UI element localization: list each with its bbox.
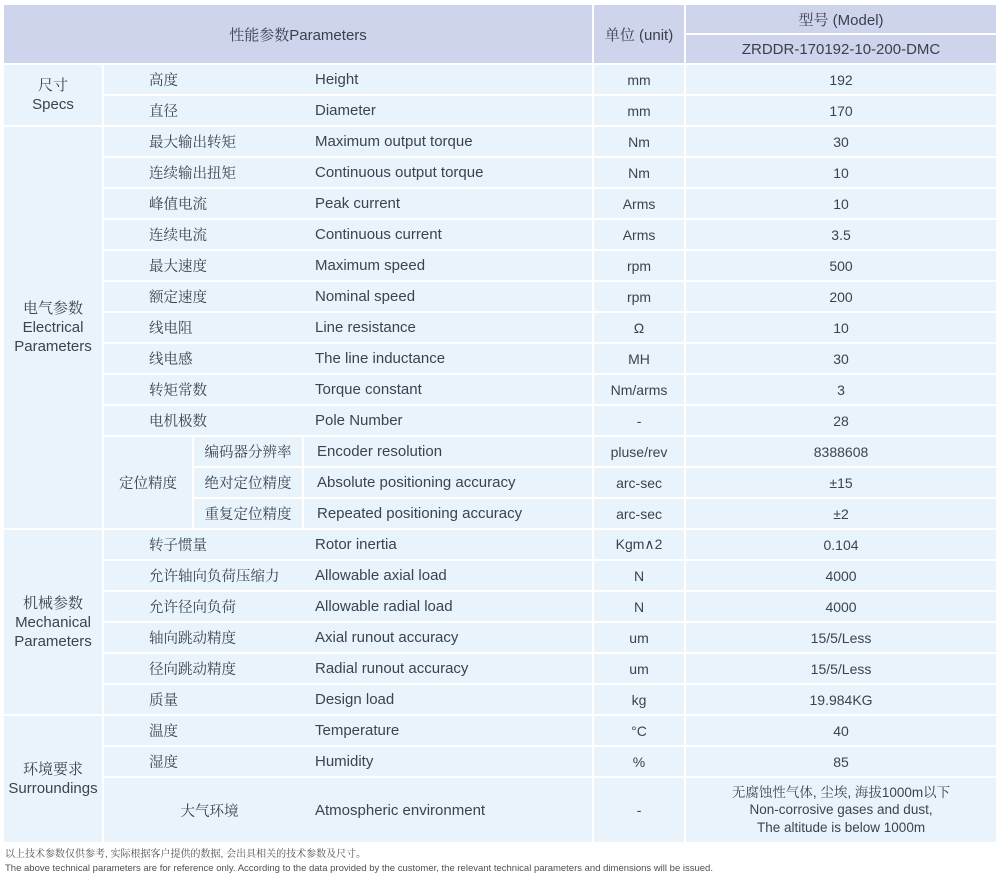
param-label-en: Nominal speed [315,288,416,305]
category-electrical [4,127,102,528]
param-label-en: Humidity [315,753,374,770]
table-row [4,127,996,156]
param-unit: um [594,623,684,652]
category-label-en: Specs [32,96,74,113]
param-unit: - [594,778,684,842]
param-unit: - [594,406,684,435]
param-label-zh: 允许径向负荷 [149,600,236,616]
param-value: 3.5 [686,220,996,249]
param-label-en: Absolute positioning accuracy [304,468,592,497]
param-unit: pluse/rev [594,437,684,466]
param-unit: arc-sec [594,499,684,528]
param-unit: Nm [594,158,684,187]
category-surroundings [4,716,102,842]
param-value: 10 [686,158,996,187]
param-label-en: Torque constant [315,381,422,398]
category-label-en: Surroundings [8,780,98,797]
param-label-zh: 转子惯量 [149,538,207,554]
param-unit: N [594,561,684,590]
param-label-en: Continuous current [315,226,442,243]
category-mechanical [4,530,102,714]
spec-table [2,3,998,844]
param-unit: Nm/arms [594,375,684,404]
param-label-zh: 编码器分辨率 [194,437,302,466]
param-label-zh: 线电阻 [149,321,193,337]
table-row [4,158,996,187]
table-row [4,251,996,280]
param-value: 0.104 [686,530,996,559]
param-label-zh: 额定速度 [149,290,207,306]
param-unit: Kgm∧2 [594,530,684,559]
param-label-zh: 允许轴向负荷压缩力 [149,569,280,585]
param-label-zh: 高度 [149,73,178,89]
param-label-en: Diameter [315,102,376,119]
param-label-zh: 最大输出转矩 [149,135,236,151]
table-row [4,778,996,842]
table-row [4,375,996,404]
param-value: 200 [686,282,996,311]
param-label-en: Allowable axial load [315,567,447,584]
param-label-en: Temperature [315,722,400,739]
param-value: 10 [686,313,996,342]
category-label-zh: 环境要求 [22,761,83,778]
param-value: 30 [686,127,996,156]
table-row [4,189,996,218]
param-unit: Arms [594,220,684,249]
table-row [4,313,996,342]
param-value [686,778,996,842]
param-value: ±15 [686,468,996,497]
param-label-zh: 连续电流 [149,228,207,244]
param-unit: Ω [594,313,684,342]
param-value: 19.984KG [686,685,996,714]
param-label-zh: 质量 [149,693,178,709]
param-label-en: Encoder resolution [304,437,592,466]
param-unit: % [594,747,684,776]
category-label-zh: 尺寸 [37,77,68,94]
unit-header: 单位 (unit) [594,5,684,63]
param-unit: MH [594,344,684,373]
param-label-en: Atmospheric environment [315,801,486,819]
table-row [4,65,996,94]
param-value: 30 [686,344,996,373]
param-label-zh: 大气环境 [180,803,239,820]
param-unit: kg [594,685,684,714]
category-label-zh: 机械参数 [22,594,83,612]
param-value: ±2 [686,499,996,528]
footnote-zh: 以上技术参数仅供参考, 实际根据客户提供的数据, 会出具相关的技术参数及尺寸。 [5,849,367,860]
param-label-zh: 转矩常数 [149,383,207,399]
param-label-en: Height [315,71,359,88]
table-row [4,406,996,435]
category-label-en: Mechanical Parameters [14,613,92,650]
category-label-zh: 电气参数 [22,300,83,317]
param-label-en: Repeated positioning accuracy [304,499,592,528]
param-label-en: Maximum speed [315,257,426,274]
param-label-zh: 径向跳动精度 [149,662,236,678]
table-row [4,282,996,311]
param-unit: N [594,592,684,621]
param-value: 40 [686,716,996,745]
table-row [4,592,996,621]
param-unit: mm [594,65,684,94]
param-label-zh: 电机极数 [149,414,207,430]
param-label-en: The line inductance [315,350,446,367]
param-label-en: Design load [315,691,395,708]
table-header-row [4,5,996,33]
param-value: 10 [686,189,996,218]
category-specs [4,65,102,125]
param-value: 4000 [686,592,996,621]
table-row [4,716,996,745]
param-value: 192 [686,65,996,94]
param-value: 4000 [686,561,996,590]
param-label-zh: 重复定位精度 [194,499,302,528]
model-header: 型号 (Model) [686,5,996,33]
param-label-zh: 最大速度 [149,259,207,275]
param-label-en: Pole Number [315,412,403,429]
atmosphere-line-zh: 无腐蚀性气体, 尘埃, 海拔1000m以下 [731,784,951,800]
param-label-zh: 峰值电流 [149,197,207,213]
table-row [4,561,996,590]
param-label-en: Line resistance [315,319,416,336]
table-row [4,437,996,466]
param-label-zh: 温度 [149,724,178,740]
param-unit: arc-sec [594,468,684,497]
param-value: 3 [686,375,996,404]
category-label-en: Electrical Parameters [14,319,92,355]
param-label-en: Rotor inertia [315,536,397,553]
table-row [4,747,996,776]
param-value: 85 [686,747,996,776]
param-label-en: Allowable radial load [315,598,453,615]
param-label-en: Radial runout accuracy [315,660,469,677]
model-number: ZRDDR-170192-10-200-DMC [686,35,996,63]
param-label-en: Continuous output torque [315,164,484,181]
param-unit: mm [594,96,684,125]
table-row [4,654,996,683]
param-unit: Arms [594,189,684,218]
table-row [4,685,996,714]
footnote-en: The above technical parameters are for reference only. According to the data provided by the customer, the relevant technical parameters and dimensions will be issued. [5,863,713,874]
param-label-en: Axial runout accuracy [315,629,459,646]
param-label-zh: 连续输出扭矩 [149,166,236,182]
footnote [5,848,1000,875]
param-value: 28 [686,406,996,435]
param-label-zh: 湿度 [149,755,178,771]
param-value: 170 [686,96,996,125]
table-row [4,344,996,373]
param-value: 15/5/Less [686,623,996,652]
atmosphere-line-en-1: Non-corrosive gases and dust, [749,802,933,818]
table-row [4,530,996,559]
param-label-zh: 轴向跳动精度 [149,631,236,647]
param-label-en: Peak current [315,195,401,212]
param-value: 500 [686,251,996,280]
param-value: 15/5/Less [686,654,996,683]
param-unit: um [594,654,684,683]
param-unit: rpm [594,282,684,311]
param-value: 8388608 [686,437,996,466]
table-row [4,220,996,249]
param-unit: °C [594,716,684,745]
param-unit: rpm [594,251,684,280]
param-label-zh: 绝对定位精度 [194,468,302,497]
table-row [4,623,996,652]
parameters-header: 性能参数Parameters [4,5,592,63]
subcategory-positioning-accuracy: 定位精度 [104,437,192,528]
param-unit: Nm [594,127,684,156]
atmosphere-line-en-2: The altitude is below 1000m [756,819,926,835]
param-label-en: Maximum output torque [315,133,473,150]
param-label-zh: 直径 [149,104,178,120]
param-label-zh: 线电感 [149,352,193,368]
table-row [4,96,996,125]
